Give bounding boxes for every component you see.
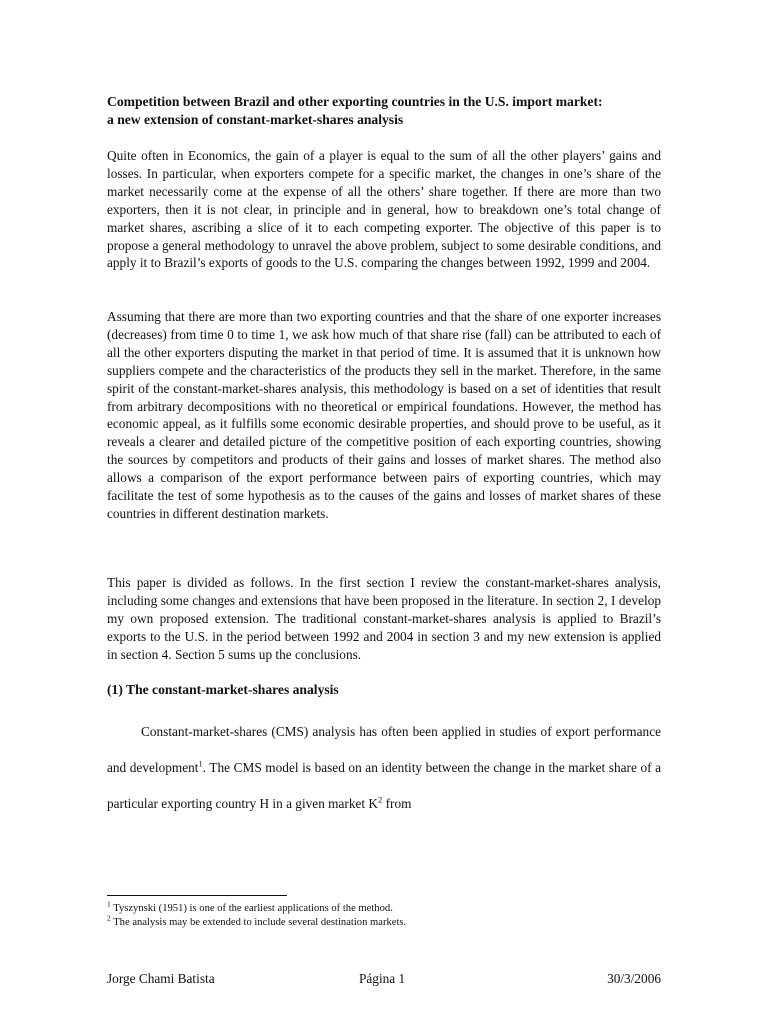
cms-text-part-3: from bbox=[382, 796, 412, 811]
footnote-2-text: The analysis may be extended to include several destination markets. bbox=[110, 917, 407, 928]
paragraph-intro: Quite often in Economics, the gain of a player is equal to the sum of all the other players’ gains and losses. In particular, when exporters compete for a specific market, the changes in one’s share of the market necessarily come at the expense of all the others’ share together. If there are more than two exporters, then it is not clear, in principle and in general, how to breakdown one’s total change of market shares, ascribing a slice of it to each competing exporter. The objective of this paper is to propose a general methodology to unravel the above problem, subject to some desirable conditions, and apply it to Brazil’s exports of goods to the U.S. comparing the changes between 1992, 1999 and 2004. bbox=[107, 148, 661, 271]
paragraph-cms-analysis bbox=[107, 714, 661, 822]
paragraph-outline: This paper is divided as follows. In the first section I review the constant-market-shares analysis, including some changes and extensions that have been proposed in the literature. In section 2, I develop my own proposed extension. The traditional constant-market-shares analysis is applied to Brazil’s exports to the U.S. in the period between 1992 and 2004 in section 3 and my new extension is applied in section 4. Section 5 sums up the conclusions. bbox=[107, 575, 661, 662]
footnote-ref-2: 2 bbox=[378, 794, 383, 805]
cms-text-part-1: Constant-market-shares (CMS) analysis has often been applied in studies of export performance and development bbox=[107, 724, 661, 775]
footnote-ref-1: 1 bbox=[198, 758, 203, 769]
footnote-1-text: Tyszynski (1951) is one of the earliest applications of the method. bbox=[110, 903, 393, 914]
document-title bbox=[107, 93, 661, 129]
footer-page-number: Página 1 bbox=[359, 971, 406, 986]
document-page bbox=[107, 0, 661, 1024]
page-footer bbox=[107, 970, 661, 988]
footnote-1-mark: 1 bbox=[107, 899, 111, 909]
title-line-2: a new extension of constant-market-shares analysis bbox=[107, 112, 404, 127]
footnote-2-mark: 2 bbox=[107, 913, 111, 923]
section-heading: (1) The constant-market-shares analysis bbox=[107, 682, 339, 697]
paragraph-assumptions: Assuming that there are more than two exporting countries and that the share of one exporter increases (decreases) from time 0 to time 1, we ask how much of that share rise (fall) can be attributed to each of all the other exporters disputing the market in that period of time. It is assumed that it is unknown how suppliers compete and the characteristics of the products they sell in the market. Therefore, in the same spirit of the constant-market-shares analysis, this methodology is based on a set of identities that result from arbitrary decompositions with no theoretical or empirical foundations. However, the method has economic appeal, as it fulfills some economic desirable properties, and should prove to be useful, as it reveals a clearer and detailed picture of the competitive position of each exporting countries, showing the sources by competitors and products of their gains and losses of market shares. The method also allows a comparison of the export performance between pairs of exporting countries, which may facilitate the test of some hypothesis as to the causes of the gains and losses of market shares of these countries in different destination markets. bbox=[107, 309, 661, 521]
footnote-1 bbox=[107, 899, 661, 916]
footnotes bbox=[107, 899, 661, 930]
footer-author: Jorge Chami Batista bbox=[107, 971, 215, 986]
footnote-divider bbox=[107, 895, 287, 896]
footnote-2 bbox=[107, 913, 661, 930]
title-line-1: Competition between Brazil and other exporting countries in the U.S. import market: bbox=[107, 94, 603, 109]
footer-date: 30/3/2006 bbox=[607, 971, 661, 986]
cms-text-part-2: . The CMS model is based on an identity between the change in the market share of a particular exporting country H in a given market K bbox=[107, 760, 661, 811]
